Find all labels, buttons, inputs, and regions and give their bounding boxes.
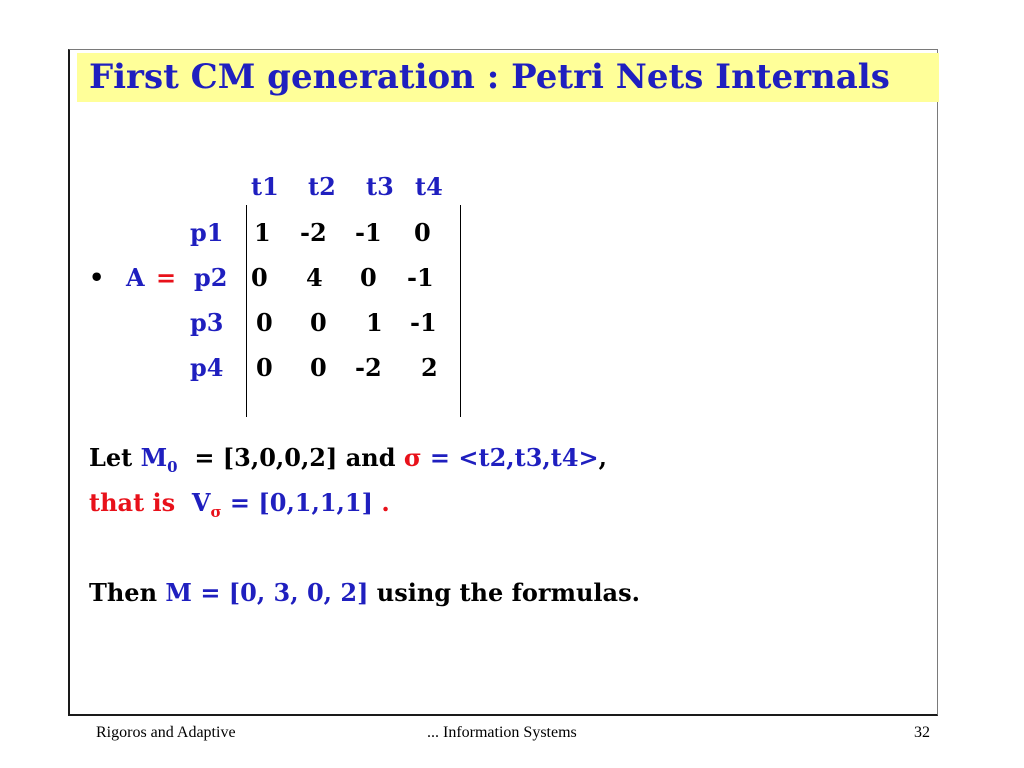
matrix-cell: 0	[251, 263, 268, 292]
that-is-text: that is	[89, 488, 192, 517]
let-line	[89, 443, 607, 476]
matrix-cell: 1	[366, 308, 383, 337]
v-sigma-value: = [0,1,1,1]	[221, 488, 373, 517]
sigma-symbol: σ	[403, 443, 422, 472]
matrix-cell: 0	[310, 353, 327, 382]
page-number: 32	[914, 724, 930, 741]
footer-center: ... Information Systems	[427, 724, 577, 741]
bullet: •	[89, 263, 105, 292]
matrix-right-bar	[460, 205, 461, 417]
matrix-column-header: t2	[308, 172, 336, 201]
formulas-text: using the formulas.	[368, 578, 640, 607]
m0-value: = [3,0,0,2]	[177, 443, 338, 472]
matrix-cell: 2	[421, 353, 438, 382]
sigma-value: = <t2,t3,t4>	[421, 443, 599, 472]
matrix-left-bar	[246, 205, 247, 417]
that-is-line	[89, 488, 390, 521]
then-text: Then	[89, 578, 166, 607]
m0-symbol: $M_0$	[140, 443, 178, 476]
period: .	[372, 488, 390, 517]
equals-sign: =	[156, 263, 177, 292]
matrix-cell: -1	[407, 263, 434, 292]
matrix-column-header: t3	[366, 172, 394, 201]
matrix-row-label: p2	[194, 263, 228, 292]
matrix-row-label: p1	[190, 218, 224, 247]
let-text: Let	[89, 443, 141, 472]
matrix-cell: 0	[310, 308, 327, 337]
m-result: M = [0, 3, 0, 2]	[165, 578, 369, 607]
matrix-cell: -1	[355, 218, 382, 247]
matrix-column-header: t1	[251, 172, 279, 201]
matrix-cell: 1	[254, 218, 271, 247]
matrix-cell: 0	[360, 263, 377, 292]
slide-frame	[68, 49, 938, 716]
matrix-cell: -2	[355, 353, 382, 382]
matrix-cell: -1	[410, 308, 437, 337]
matrix-name: A	[126, 263, 145, 292]
footer-left: Rigoros and Adaptive	[96, 724, 236, 741]
then-line	[89, 578, 640, 607]
matrix-row-label: p4	[190, 353, 224, 382]
matrix-column-header: t4	[415, 172, 443, 201]
comma: ,	[598, 443, 608, 472]
matrix-cell: 0	[256, 353, 273, 382]
matrix-cell: -2	[300, 218, 327, 247]
slide-title: First CM generation : Petri Nets Internals	[89, 57, 890, 97]
matrix-cell: 0	[256, 308, 273, 337]
matrix-row-label: p3	[190, 308, 224, 337]
matrix-cell: 0	[414, 218, 431, 247]
matrix-cell: 4	[306, 263, 323, 292]
and-text: and	[337, 443, 404, 472]
v-sigma-symbol: $V_\sigma$	[191, 488, 222, 521]
